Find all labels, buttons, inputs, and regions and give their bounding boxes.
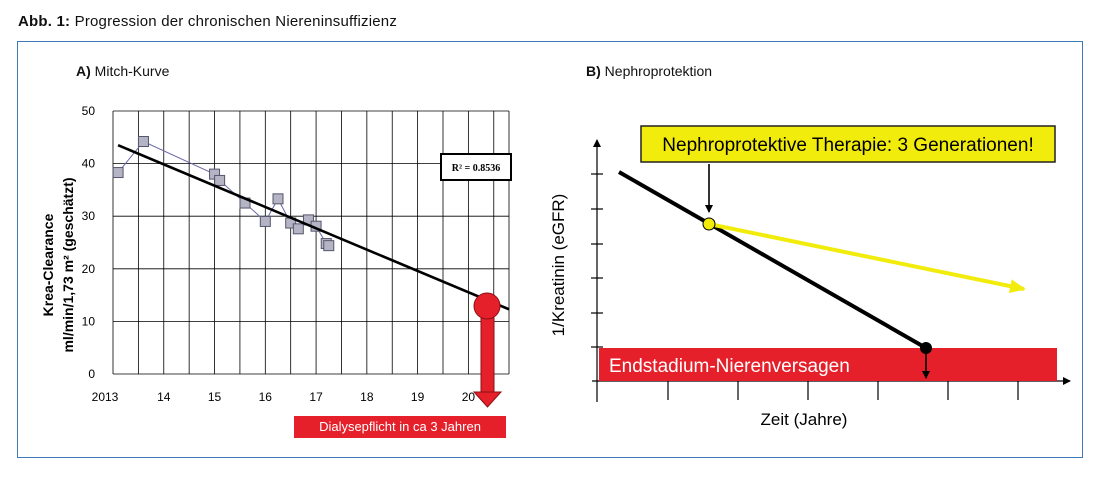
panel-a-letter: A)	[76, 63, 91, 79]
dialysis-banner	[294, 416, 506, 438]
dialysis-arrow-shaft	[481, 318, 494, 394]
nephroprotection-chart	[549, 126, 1070, 429]
figure-label: Abb. 1:	[18, 13, 71, 30]
x-tick-label: 15	[207, 390, 222, 404]
panel-a-ylabel-line1: Krea-Clearance	[40, 213, 56, 317]
panel-b-ylabel: 1/Kreatinin (eGFR)	[549, 193, 568, 337]
therapy-start-point	[703, 218, 715, 230]
y-tick-label: 30	[81, 209, 95, 224]
x-tick-label: 14	[157, 390, 171, 404]
data-point	[324, 241, 334, 251]
mitch-curve-chart	[40, 104, 511, 407]
dialysis-marker	[474, 293, 501, 407]
dialysis-label: Dialysepflicht in ca 3 Jahren	[319, 419, 481, 434]
panel-a-series	[113, 137, 334, 251]
dialysis-arrow-head	[474, 392, 501, 407]
data-point	[260, 216, 270, 226]
y-tick-label: 20	[81, 261, 95, 276]
x-tick-label: 18	[360, 390, 374, 404]
panel-b-name: Nephroprotektion	[604, 63, 713, 79]
data-point	[273, 194, 283, 204]
endstage-point	[920, 342, 932, 354]
y-tick-label: 50	[81, 104, 95, 118]
panel-b-letter: B)	[586, 63, 601, 79]
panel-b-xlabel: Zeit (Jahre)	[760, 410, 848, 429]
panel-a-name: Mitch-Kurve	[94, 63, 170, 79]
endstage-label: Endstadium-Nierenversagen	[609, 356, 850, 377]
panel-a-grid	[113, 111, 509, 374]
y-tick-label: 0	[88, 367, 95, 381]
figure-caption: Progression der chronischen Niereninsuffizienz	[74, 13, 398, 30]
x-tick-label: 17	[309, 390, 323, 404]
x-tick-label: 20	[461, 390, 476, 404]
panel-a-ylabel-line2: ml/min/1,73 m² (geschätzt)	[60, 177, 76, 353]
protected-progression-arrow	[709, 224, 1024, 289]
data-point	[215, 175, 225, 185]
r2-label: R² = 0.8536	[451, 163, 501, 174]
x-tick-label: 2013	[91, 390, 119, 404]
data-point	[293, 224, 303, 234]
y-tick-label: 10	[81, 314, 95, 329]
dialysis-point	[474, 293, 500, 319]
data-point	[113, 168, 123, 178]
r2-box	[441, 154, 511, 180]
data-point	[138, 137, 148, 147]
x-tick-label: 19	[410, 390, 425, 404]
therapy-label: Nephroprotektive Therapie: 3 Generationen!	[662, 135, 1034, 156]
x-tick-label: 16	[258, 390, 272, 404]
panel-a-tick-labels	[82, 104, 476, 404]
y-tick-label: 40	[81, 156, 95, 171]
